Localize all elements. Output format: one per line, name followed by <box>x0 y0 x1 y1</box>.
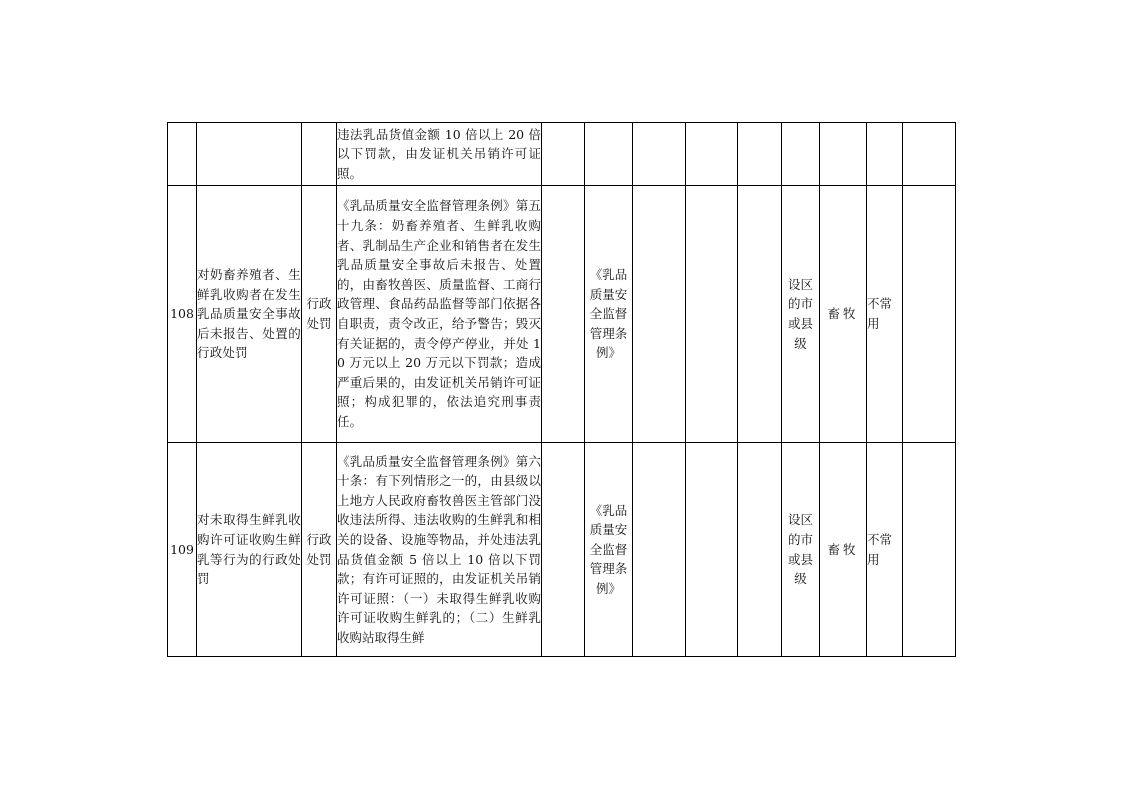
item-name <box>197 123 302 186</box>
law-name: 《乳品质量安全监督管理条例》 <box>585 186 633 443</box>
usage-frequency: 不常用 <box>867 186 903 443</box>
empty-cell <box>738 186 782 443</box>
row-number: 108 <box>168 186 197 443</box>
empty-cell <box>542 443 585 657</box>
matter-table <box>167 122 956 657</box>
department: 畜牧 <box>820 186 867 443</box>
row-number <box>168 123 197 186</box>
legal-basis: 《乳品质量安全监督管理条例》第六十条：有下列情形之一的，由县级以上地方人民政府畜牧兽医主管部门没收违法所得、违法收购的生鲜乳和相关的设备、设施等物品，并处违法乳品货值金额 5 倍以上 10 倍以下罚款；有许可证照的，由发证机关吊销许可证照：（一）未取得生鲜乳收购许可证收购生鲜乳的；（二）生鲜乳收购站取得生鲜 <box>337 443 542 657</box>
table-row <box>168 443 956 657</box>
department: 畜牧 <box>820 443 867 657</box>
empty-cell <box>738 123 782 186</box>
table-row <box>168 123 956 186</box>
empty-cell <box>903 443 956 657</box>
empty-cell <box>686 186 738 443</box>
table-row <box>168 186 956 443</box>
law-name: 《乳品质量安全监督管理条例》 <box>585 443 633 657</box>
usage-frequency <box>867 123 903 186</box>
execution-level: 设区的市或县级 <box>782 186 820 443</box>
item-name: 对未取得生鲜乳收购许可证收购生鲜乳等行为的行政处罚 <box>197 443 302 657</box>
row-number: 109 <box>168 443 197 657</box>
empty-cell <box>633 186 686 443</box>
law-name <box>585 123 633 186</box>
empty-cell <box>686 443 738 657</box>
item-name: 对奶畜养殖者、生鲜乳收购者在发生乳品质量安全事故后未报告、处置的行政处罚 <box>197 186 302 443</box>
item-category: 行政处罚 <box>302 186 337 443</box>
empty-cell <box>738 443 782 657</box>
execution-level: 设区的市或县级 <box>782 443 820 657</box>
legal-basis: 《乳品质量安全监督管理条例》第五十九条：奶畜养殖者、生鲜乳收购者、乳制品生产企业和销售者在发生乳品质量安全事故后未报告、处置的，由畜牧兽医、质量监督、工商行政管理、食品药品监督等部门依据各自职责，责令改正，给予警告；毁灭有关证据的，责令停产停业，并处 10 万元以上 20 万元以下罚款；造成严重后果的，由发证机关吊销许可证照；构成犯罪的，依法追究刑事责任。 <box>337 186 542 443</box>
usage-frequency: 不常用 <box>867 443 903 657</box>
item-category: 行政处罚 <box>302 443 337 657</box>
execution-level <box>782 123 820 186</box>
legal-basis: 违法乳品货值金额 10 倍以上 20 倍以下罚款，由发证机关吊销许可证照。 <box>337 123 542 186</box>
department <box>820 123 867 186</box>
empty-cell <box>903 186 956 443</box>
empty-cell <box>633 443 686 657</box>
empty-cell <box>542 123 585 186</box>
empty-cell <box>686 123 738 186</box>
empty-cell <box>633 123 686 186</box>
empty-cell <box>542 186 585 443</box>
item-category <box>302 123 337 186</box>
empty-cell <box>903 123 956 186</box>
